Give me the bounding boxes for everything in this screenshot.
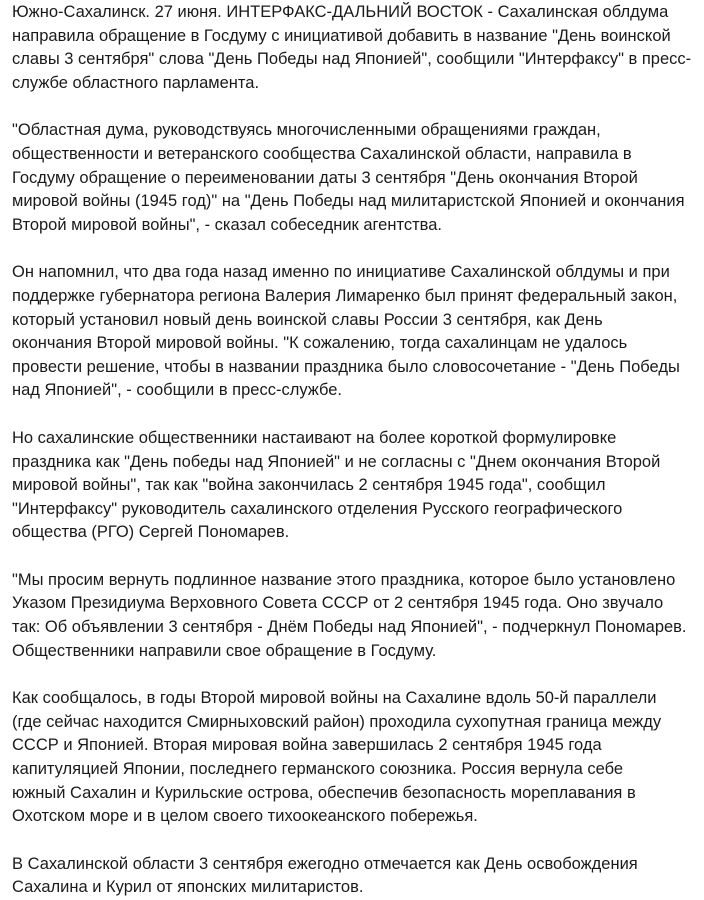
article-paragraph: Но сахалинские общественники настаивают на более короткой формулировке праздника как "День победы над Японией" и не согласны с "Днем окончания Второй мировой войны", так как "война закончилась 2 сентября 1945 года", сообщил "Интерфаксу" руководитель сахалинского отделения Русского географического общества (РГО) Сергей Пономарев.	[12, 428, 661, 542]
article-paragraph: В Сахалинской области 3 сентября ежегодно отмечается как День освобождения Сахалина и Курил от японских милитаристов.	[12, 854, 638, 897]
article-paragraph: Он напомнил, что два года назад именно по инициативе Сахалинской облдумы и при поддержке губернатора региона Валерия Лимаренко был принят федеральный закон, который установил новый день воинской славы России 3 сентября, как День окончания Второй мировой войны. "К сожалению, тогда сахалинцам не удалось провести решение, чтобы в названии праздника было словосочетание - "День Победы над Японией", - сообщили в пресс-службе.	[12, 263, 680, 400]
article-paragraph: Южно-Сахалинск. 27 июня. ИНТЕРФАКС-ДАЛЬНИЙ ВОСТОК - Сахалинская облдума направила обращение в Госдуму с инициативой добавить в название "День воинской славы 3 сентября" слова "День Победы над Японией", сообщили "Интерфаксу" в пресс- службе областного парламента.	[12, 3, 692, 92]
article-paragraph: "Областная дума, руководствуясь многочисленными обращениями граждан, общественности и ветеранского сообщества Сахалинской области, направила в Госдуму обращение о переименовании даты 3 сентября "День окончания Второй мировой войны (1945 год)" на "День Победы над милитаристской Японией и окончания Второй мировой войны", - сказал собеседник агентства.	[12, 121, 685, 234]
article-paragraph: "Мы просим вернуть подлинное название этого праздника, которое было установлено Указом Президиума Верховного Совета СССР от 2 сентября 1945 года. Оно звучало так: Об объявлении 3 сентября - Днём Победы над Японией", - подчеркнул Пономарев. Общественники направили свое обращение в Госдуму.	[12, 570, 687, 660]
article-paragraph: Как сообщалось, в годы Второй мировой войны на Сахалине вдоль 50-й параллели (где сейчас находится Смирныховский район) проходила сухопутная граница между СССР и Японией. Вторая мировая война завершилась 2 сентября 1945 года капитуляцией Японии, последнего германского союзника. Россия вернула себе южный Сахалин и Курильские острова, обеспечив безопасность мореплавания в Охотском море и в целом своего тихоокеанского побережья.	[12, 689, 662, 826]
